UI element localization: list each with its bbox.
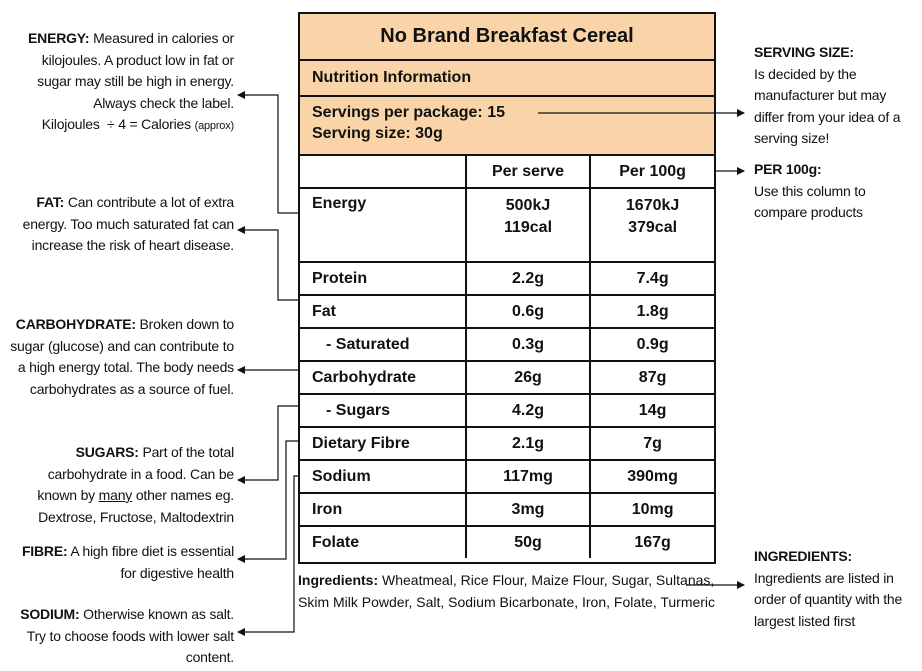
fat-note (8, 192, 234, 257)
per-100g-kj: 1670kJ (625, 197, 680, 214)
per-serve-value: 0.6g (466, 295, 590, 328)
table-row (300, 361, 714, 394)
per-serve-cal: 119cal (503, 219, 553, 236)
table-row (300, 493, 714, 526)
nutrient-name: Sodium (300, 460, 466, 493)
ingredients-text: Wheatmeal, Rice Flour, Maize Flour, Sugar, Sultanas, Skim Milk Powder, Salt, Sodium Bicarbonate, Iron, Folate, Turmeric (298, 572, 716, 610)
sugars-text-a: Part of the total carbohydrate in a food. Can be known by (37, 444, 234, 503)
sodium-term: SODIUM: (20, 606, 80, 622)
energy-arrow (238, 95, 298, 213)
per-serve-value (466, 188, 590, 262)
ingredients-term: INGREDIENTS: (754, 548, 852, 564)
serving-size-note (754, 42, 916, 150)
ingredients-list (298, 570, 718, 613)
per-100g-value: 7.4g (590, 262, 714, 295)
nutrient-name: Folate (300, 526, 466, 558)
table-row (300, 328, 714, 361)
header-per-serve: Per serve (466, 156, 590, 188)
per-100g-value: 167g (590, 526, 714, 558)
nutrition-table (300, 156, 714, 558)
per-100g-value (590, 188, 714, 262)
ingredients-note (754, 546, 918, 632)
ingredients-note-text: Ingredients are listed in order of quantity with the largest listed first (754, 569, 903, 629)
carbohydrate-text: Broken down to sugar (glucose) and can contribute to a high energy total. The body needs carbohydrates as a source of fuel. (10, 316, 234, 397)
nutrient-name: - Sugars (300, 394, 466, 427)
per-serve-value: 50g (466, 526, 590, 558)
per-serve-value: 2.1g (466, 427, 590, 460)
fat-text: Can contribute a lot of extra energy. Too much saturated fat can increase the risk of heart disease. (22, 194, 234, 253)
sugars-arrow (238, 406, 298, 480)
per-serve-kj: 500kJ (505, 197, 551, 214)
per-serve-value: 26g (466, 361, 590, 394)
nutrition-panel (298, 12, 716, 564)
serving-size-term: SERVING SIZE: (754, 44, 854, 60)
nutrient-name: Fat (300, 295, 466, 328)
serving-info (300, 97, 714, 156)
nutrient-name: Carbohydrate (300, 361, 466, 394)
energy-text: Measured in calories or kilojoules. A product low in fat or sugar may still be high in energy. Always check the label. (37, 30, 234, 111)
table-header-row (300, 156, 714, 188)
nutrient-name: Protein (300, 262, 466, 295)
per-serve-value: 117mg (466, 460, 590, 493)
header-per-100g: Per 100g (590, 156, 714, 188)
per-100g-value: 10mg (590, 493, 714, 526)
carbohydrate-term: CARBOHYDRATE: (15, 316, 136, 332)
panel-section-heading: Nutrition Information (300, 61, 714, 97)
panel-title: No Brand Breakfast Cereal (300, 14, 714, 61)
per100-term: PER 100g: (754, 161, 822, 177)
energy-formula: Kilojoules ÷ 4 = Calories (41, 116, 191, 132)
serving-size-text: Is decided by the manufacturer but may differ from your idea of a serving size! (754, 65, 901, 146)
energy-formula-note: (approx) (194, 120, 234, 132)
fat-arrow (238, 230, 298, 300)
fibre-note (8, 541, 234, 584)
table-row (300, 460, 714, 493)
sugars-text-b: other names eg. Dextrose, Fructose, Maltodextrin (38, 487, 234, 525)
sodium-note (8, 604, 234, 669)
per-serve-value: 4.2g (466, 394, 590, 427)
table-row (300, 427, 714, 460)
per-serve-value: 3mg (466, 493, 590, 526)
per100-note (754, 159, 916, 224)
per-100g-cal: 379cal (628, 219, 678, 236)
per-100g-value: 390mg (590, 460, 714, 493)
per-100g-value: 7g (590, 427, 714, 460)
energy-term: ENERGY: (28, 30, 90, 46)
fibre-arrow (238, 441, 298, 559)
per-serve-value: 0.3g (466, 328, 590, 361)
ingredients-label: Ingredients: (298, 572, 379, 588)
carbohydrate-note (8, 314, 234, 400)
nutrient-name: Energy (300, 188, 466, 262)
sodium-arrow (238, 476, 298, 632)
per-100g-value: 14g (590, 394, 714, 427)
sugars-underlined: many (98, 487, 133, 503)
sugars-term: SUGARS: (75, 444, 139, 460)
servings-per-package: Servings per package: 15 (312, 104, 505, 121)
nutrient-name: Iron (300, 493, 466, 526)
nutrient-name: - Saturated (300, 328, 466, 361)
header-blank-cell (300, 156, 466, 188)
per-100g-value: 1.8g (590, 295, 714, 328)
per-100g-value: 87g (590, 361, 714, 394)
sodium-text: Otherwise known as salt. Try to choose foods with lower salt content. (26, 606, 234, 665)
fat-term: FAT: (36, 194, 65, 210)
sugars-note (8, 442, 234, 528)
table-row (300, 394, 714, 427)
serving-size: Serving size: 30g (312, 125, 443, 142)
table-row (300, 188, 714, 262)
table-row (300, 526, 714, 558)
nutrient-name: Dietary Fibre (300, 427, 466, 460)
table-row (300, 262, 714, 295)
fibre-term: FIBRE: (21, 543, 68, 559)
fibre-text: A high fibre diet is essential for digestive health (70, 543, 234, 581)
per-100g-value: 0.9g (590, 328, 714, 361)
table-row (300, 295, 714, 328)
energy-note (8, 28, 234, 138)
per-serve-value: 2.2g (466, 262, 590, 295)
per100-text: Use this column to compare products (754, 182, 866, 220)
